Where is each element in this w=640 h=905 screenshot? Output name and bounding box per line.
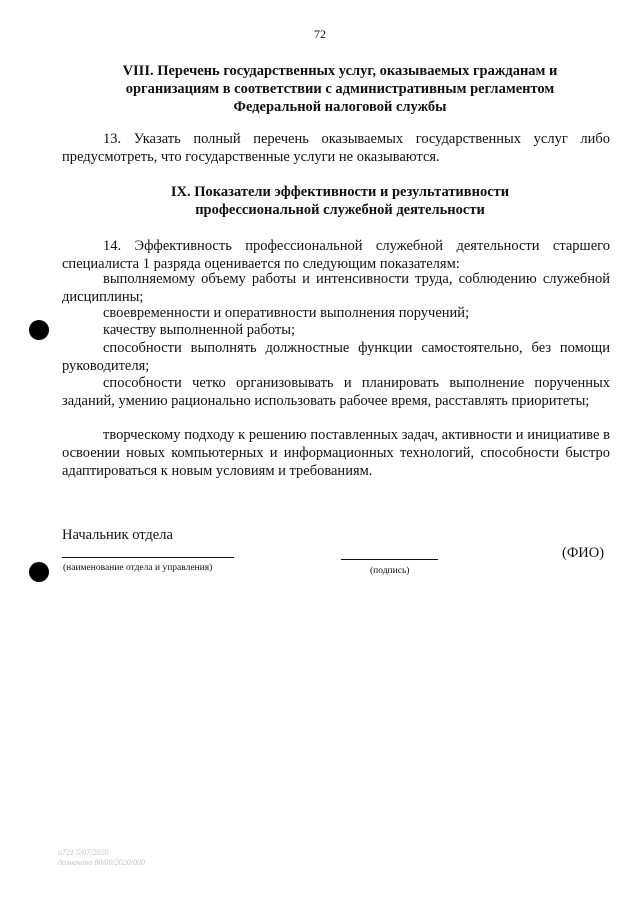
faint-stamp — [58, 848, 145, 868]
section-8-title-line: Федеральной налоговой службы — [233, 99, 447, 115]
section-8-title-line: организациям в соответствии с административным регламентом — [125, 81, 555, 97]
indicator-item: качеству выполненной работы; — [103, 322, 295, 338]
section-9-title-line: IX. Показатели эффективности и результативности — [170, 184, 510, 200]
section-9-title — [70, 183, 610, 219]
punch-hole-mark — [29, 320, 49, 340]
faint-stamp-line: о721 5/07/2020 — [58, 848, 109, 857]
punch-hole-mark — [29, 562, 49, 582]
indicator-item: выполняемому объему работы и интенсивности труда, соблюдению служебной дисциплины; — [62, 271, 610, 305]
department-caption: (наименование отдела и управления) — [63, 563, 213, 573]
department-underline — [62, 557, 234, 558]
indicator-item: своевременности и оперативности выполнения поручений; — [103, 305, 470, 321]
indicator-item: творческому подходу к решению поставленных задач, активности и инициативе в освоении новых компьютерных и информационных технологий, способности быстро адаптироваться к новым условиям и требованиям. — [62, 427, 610, 479]
faint-stamp-line: дозначено 00/00/2020/000 — [58, 858, 145, 867]
fio-label: (ФИО) — [562, 545, 605, 561]
indicator-item: способности четко организовывать и планировать выполнение порученных заданий, умению рационально использовать рабочее время, расставлять приоритеты; — [62, 375, 610, 409]
section-8-title — [70, 62, 610, 116]
page-number: 72 — [314, 27, 326, 41]
signature-underline — [341, 559, 438, 560]
section-9-title-line: профессиональной служебной деятельности — [195, 202, 485, 218]
item-13: 13. Указать полный перечень оказываемых государственных услуг либо предусмотреть, что государственные услуги не оказываются. — [62, 131, 610, 165]
item-14-intro: 14. Эффективность профессиональной служебной деятельности старшего специалиста 1 разряда оценивается по следующим показателям: — [62, 238, 610, 272]
section-8-title-line: VIII. Перечень государственных услуг, оказываемых гражданам и — [122, 63, 558, 79]
position-title: Начальник отдела — [62, 527, 173, 543]
indicator-item: способности выполнять должностные функции самостоятельно, без помощи руководителя; — [62, 340, 610, 374]
signature-caption: (подпись) — [370, 566, 410, 576]
